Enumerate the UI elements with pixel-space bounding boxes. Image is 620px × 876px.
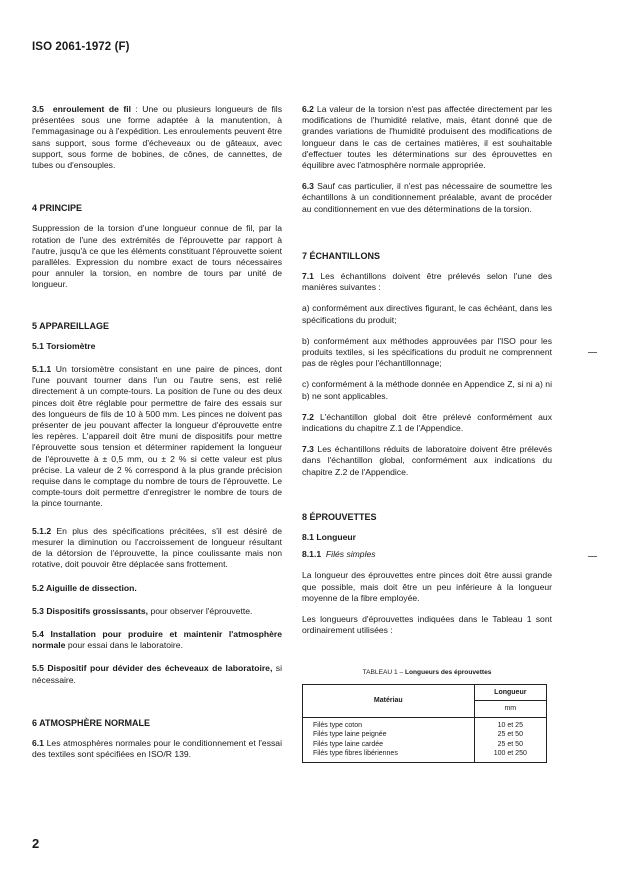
clause-number: 3.5 xyxy=(32,104,44,114)
section-heading-principe: 4 PRINCIPE xyxy=(32,203,83,214)
clause-5-5 xyxy=(32,663,282,685)
clause-title: 5.2 Aiguille de dissection. xyxy=(32,582,137,593)
clause-5-4 xyxy=(32,629,282,651)
clause-text: Les échantillons réduits de laboratoire doivent être prélevés dans l'échantillon global, conformément aux indications du chapitre Z.2 de l'Appendice. xyxy=(302,444,552,477)
clause-number: 6.2 xyxy=(302,104,314,114)
table-row-length: 25 et 50 xyxy=(497,731,523,739)
clause-text: : Une ou plusieurs longueurs de fils présentées sous une forme adaptée à la manutention, à l'emmagasinage ou à l'expédition. Les enroulements peuvent être sans support, sous forme d'écheveaux ou de gâteaux, avec support, sous forme de bobines, de cônes, de cannettes, de tubes ou d'ensouples. xyxy=(32,104,283,171)
page-number: 2 xyxy=(32,836,40,851)
clause-text: La valeur de la torsion n'est pas affectée directement par les modifications de l'humidité relative, mais, étant donné que de grandes variations de l'humidité produisent des modifications de longueur dans le cas de certaines matières, il est souhaitable d'effectuer toutes les déterminations sur des éprouvettes en équilibre avec l'atmosphère normale appropriée. xyxy=(302,104,552,171)
clause-5-3 xyxy=(32,606,282,617)
table-material-cell xyxy=(303,717,475,762)
clause-number: 7.3 xyxy=(302,444,314,455)
table-row-material: Filés type coton xyxy=(313,721,363,729)
list-item-b: b) conformément aux méthodes approuvées par l'ISO pour les produits textiles, si les spécifications du produit ne comprennent pas de règles pour l'échantillonnage; xyxy=(302,335,552,369)
clause-title: 5.3 Dispositifs grossissants, xyxy=(32,605,149,616)
clause-number: 7.1 xyxy=(302,271,314,282)
table-caption-prefix: TABLEAU 1 – xyxy=(362,668,404,676)
margin-mark xyxy=(588,556,597,557)
document-header: ISO 2061-1972 (F) xyxy=(32,41,130,53)
table-header-length: Longueur xyxy=(474,684,546,701)
clause-title: 5.5 Dispositif pour dévider des écheveaux de laboratoire, xyxy=(32,663,273,674)
clause-8-1-1 xyxy=(302,549,552,560)
table-header-material: Matériau xyxy=(303,684,475,717)
table-row-length: 10 et 25 xyxy=(497,721,523,729)
clause-text: L'échantillon global doit être prélevé conformément aux indications du chapitre Z.1 de l'Appendice. xyxy=(302,411,552,434)
clause-5-1-1 xyxy=(32,364,282,510)
clause-number: 8.1.1 xyxy=(302,549,322,560)
table-longueurs xyxy=(302,684,547,763)
table-row-material: Filés type laine peignée xyxy=(313,731,387,739)
clause-3-5 xyxy=(32,104,282,171)
clause-text: si nécessaire. xyxy=(32,663,282,685)
list-item-a: a) conformément aux directives figurant, le cas échéant, dans les spécifications du produit; xyxy=(302,303,552,325)
clause-5-1-2 xyxy=(32,526,282,571)
clause-5-2 xyxy=(32,583,282,594)
list-item-c: c) conformément à la méthode donnée en Appendice Z, si ni a) ni b) ne sont applicables. xyxy=(302,379,552,401)
clause-title: Filés simples xyxy=(325,549,376,560)
table-header-unit: mm xyxy=(474,701,546,718)
table-row-length: 100 et 250 xyxy=(493,750,527,758)
eprouvettes-paragraph-2: Les longueurs d'éprouvettes indiquées dans le Tableau 1 sont ordinairement utilisées : xyxy=(302,614,552,636)
clause-text: pour observer l'éprouvette. xyxy=(148,605,253,616)
table-caption-title: Longueurs des éprouvettes xyxy=(403,668,492,676)
clause-7-3 xyxy=(302,444,552,478)
clause-7-1 xyxy=(302,271,552,293)
clause-text: Sauf cas particulier, il n'est pas nécessaire de soumettre les échantillons à un conditionnement préalable, avant de procéder au conditionnement en vue des déterminations de la torsion. xyxy=(302,181,552,214)
eprouvettes-paragraph-1: La longueur des éprouvettes entre pinces doit être aussi grande que possible, mais doit être un peu inférieure à la longueur moyenne de la fibre employée. xyxy=(302,570,552,603)
clause-6-1 xyxy=(32,738,282,760)
clause-number: 5.1.2 xyxy=(32,525,52,536)
clause-number: 6.1 xyxy=(32,737,44,748)
clause-text: Un torsiomètre consistant en une paire de pinces, dont l'une pouvant tourner dans l'un ou l'autre sens, est relié directement à un compte-tours. La position de l'une ou des deux pinces doit être réglable pour permettre de faire des essais sur des longueurs de fils de 10 à 500 mm. Les pinces ne doivent pas présenter de jeu pouvant affecter la longueur d'éprouvette entre les repères. L'appareil doit être muni de dispositifs pour mettre l'éprouvette sous tension et déterminer rapidement la longueur de l'éprouvette à ± 0,5 mm, ou ± 2 % si cette valeur est plus précise. La valeur de 2 % correspond à la plus grande précision requise dans le comptage du nombre de tours de l'éprouvette. Le compte-tours doit permettre d'enregistrer le nombre de tours de la pince tournante. xyxy=(32,364,282,509)
clause-6-3 xyxy=(302,181,552,215)
table-length-cell xyxy=(474,717,546,762)
subsection-heading-torsiometre: 5.1 Torsiomètre xyxy=(32,340,96,351)
clause-7-2 xyxy=(302,412,552,434)
clause-title: enroulement de fil xyxy=(52,104,131,114)
subsection-heading-longueur: 8.1 Longueur xyxy=(302,532,356,543)
table-header-row xyxy=(303,684,547,701)
left-column xyxy=(32,104,282,770)
margin-mark xyxy=(588,352,597,353)
clause-text: Les échantillons doivent être prélevés selon l'une des manières suivantes : xyxy=(302,271,552,293)
clause-text: En plus des spécifications précitées, s'il est désiré de mesurer la diminution ou l'accroissement de longueur résultant de la détorsion de l'éprouvette, la pince coulissante mais non rotative, doit pouvoir être déplacée sans frottement. xyxy=(32,525,282,570)
clause-number: 7.2 xyxy=(302,411,314,422)
clause-text: pour essai dans le laboratoire. xyxy=(65,640,183,651)
section-heading-echantillons: 7 ÉCHANTILLONS xyxy=(302,250,381,261)
table-body-row xyxy=(303,717,547,762)
clause-6-2 xyxy=(302,104,552,171)
right-column xyxy=(302,104,552,763)
section-heading-appareillage: 5 APPAREILLAGE xyxy=(32,320,110,331)
section-heading-eprouvettes: 8 ÉPROUVETTES xyxy=(302,511,377,522)
clause-number: 6.3 xyxy=(302,181,314,192)
clause-number: 5.1.1 xyxy=(32,364,52,375)
table-caption xyxy=(302,667,552,678)
clause-title: 5.4 Installation pour produire et maintenir l'atmosphère normale xyxy=(32,628,282,651)
section-heading-atmosphere: 6 ATMOSPHÈRE NORMALE xyxy=(32,717,151,728)
table-row-material: Filés type laine cardée xyxy=(313,740,384,748)
clause-text: Les atmosphères normales pour le conditionnement et l'essai des textiles sont spécifiées en ISO/R 139. xyxy=(32,737,282,760)
table-row-length: 25 et 50 xyxy=(497,740,523,748)
principe-text: Suppression de la torsion d'une longueur connue de fil, par la rotation de l'une des extrémités de l'éprouvette par rapport à l'autre, jusqu'à ce que les éléments constituant l'éprouvette soient parallèles. Expression du nombre exact de tours nécessaires pour annuler la torsion, en nombre de tours par unité de longueur. xyxy=(32,223,282,290)
table-row-material: Filés type fibres libériennes xyxy=(313,750,398,758)
